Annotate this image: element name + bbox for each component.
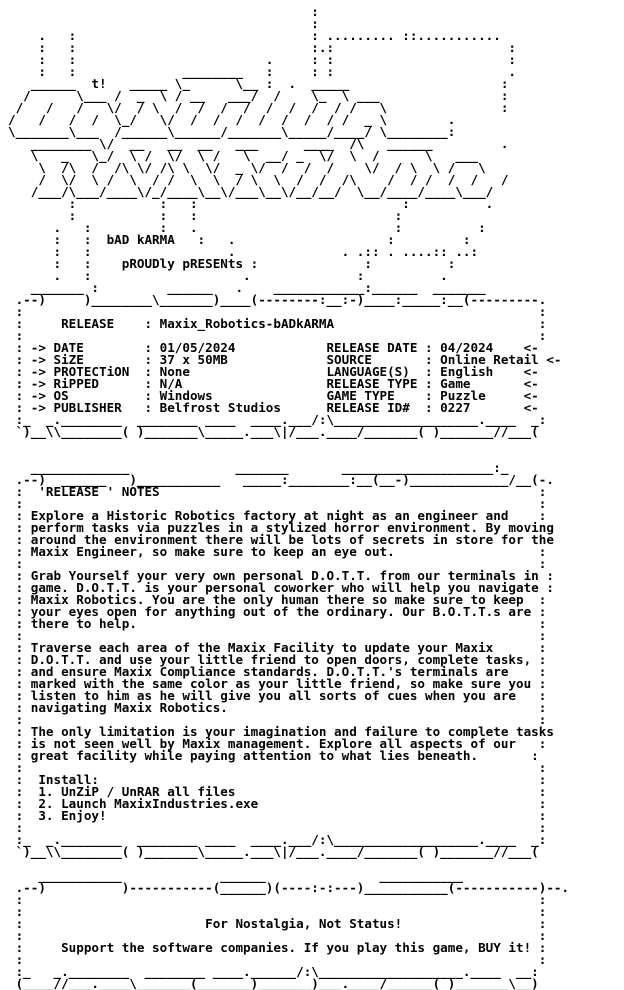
nfo-line: : 3. Enjoy! : (8, 808, 547, 823)
nfo-line: :_ _.________ ________ ____ ____.___/:\___________________.____ _: (8, 412, 547, 427)
nfo-line: : and ensure Maxix Compliance standards. D.O.T.T.'s terminals are : (8, 664, 547, 679)
nfo-line: : -> RiPPED : N/A RELEASE TYPE : Game <- (8, 376, 539, 391)
nfo-line: : is not seen well by Maxix management. Explore all aspects of our : (8, 736, 547, 751)
nfo-line: : Support the software companies. If you play this game, BUY it! : (8, 940, 547, 955)
nfo-line: ________ \/ __ __ __ ___ ____ /\ ______ . (8, 136, 509, 151)
nfo-line: : Install: : (8, 772, 547, 787)
nfo-line: : great facility while paying attention to what lies beneath. : (8, 748, 539, 763)
nfo-line: : around the environment there will be lots of secrets in store for the (8, 532, 554, 547)
nfo-line: : D.O.T.T. and use your little friend to open doors, complete tasks, : (8, 652, 547, 667)
nfo-line: : navigating Maxix Robotics. : (8, 700, 547, 715)
nfo-line: : 1. UnZiP / UnRAR all files : (8, 784, 547, 799)
nfo-line: \_______\___ /______\______/_______\_____/____/ \________: (8, 124, 456, 139)
nfo-line: : : (8, 496, 547, 511)
nfo-line: : -> SiZE : 37 x 50MB SOURCE : Online Retail <- (8, 352, 562, 367)
nfo-line: : Grab Yourself your very own personal D.O.T.T. from our terminals in : (8, 568, 554, 583)
nfo-line: /___/\___/____\/_/____\__\/___\__\/__/__/ \__/____/____\___/ (8, 184, 494, 199)
nfo-line: :_ _.________ ________ ____ ____.___/:\___________________.____ _: (8, 832, 547, 847)
nfo-line: : -> PUBLISHER : Belfrost Studios RELEASE ID# : 0227 <- (8, 400, 539, 415)
nfo-line: : (8, 16, 319, 31)
nfo-line: .--) ______ )___________ _____:________:__(__-)_____________/__(-. (8, 472, 554, 487)
nfo-line: ___________ ______ ___________ (8, 868, 463, 883)
nfo-line: : game. D.O.T.T. is your personal coworker who will help you navigate : (8, 580, 554, 595)
nfo-line: : : . : : : (8, 52, 516, 67)
nfo-line: (____//___.____\_______(_______)_______)___.____/______( )_______\__) (8, 976, 539, 990)
nfo-line: :_ _.________ ________ ____.______/:\___________________.____ __: (8, 964, 539, 979)
nfo-line: : 'RELEASE ' NOTES : (8, 484, 547, 499)
nfo-line: : -> OS : Windows GAME TYPE : Puzzle <- (8, 388, 539, 403)
nfo-line: : listen to him as he will give you all sorts of cues when you are : (8, 688, 547, 703)
nfo-line: : perform tasks via puzzles in a stylized horror environment. By moving (8, 520, 554, 535)
nfo-line: : -> DATE : 01/05/2024 RELEASE DATE : 04/2024 <- (8, 340, 539, 355)
nfo-line: .--) )________\_______)____(--------:__:-)____:_____:__(---------. (8, 292, 547, 307)
nfo-line: : marked with the same color as your little friend, so make sure you : (8, 676, 547, 691)
nfo-line: . : : ......... ::........... (8, 28, 501, 43)
nfo-line: : : ________ : : : . (8, 64, 516, 79)
nfo-line: _____________ _______ ____________________:_ (8, 460, 509, 475)
nfo-line: : : (8, 304, 547, 319)
nfo-line: \ /\ / /\ \/ /\ \ \/ _ \/ / / / \/ / \ \ / \ (8, 160, 486, 175)
nfo-line: / / / \/ / \ / / / / / / / / / \ : (8, 100, 509, 115)
nfo-line: : : . . .:: . ....:: ..: (8, 244, 479, 259)
nfo-line: : there to help. : (8, 616, 547, 631)
nfo-line: : Explore a Historic Robotics factory at night as an engineer and : (8, 508, 547, 523)
nfo-line: . : : . : : (8, 220, 486, 235)
nfo-line (8, 438, 620, 450)
nfo-line: : (8, 6, 319, 19)
nfo-line: : : : : (8, 208, 403, 223)
nfo-line: : : (8, 328, 547, 343)
nfo-line: : : (8, 760, 547, 775)
nfo-line: .--) )-----------(______)(----:-:---)___________(-----------)--. (8, 880, 570, 895)
nfo-line: : your eyes open for anything out of the ordinary. Our B.O.T.T.s are : (8, 604, 547, 619)
nfo-line: \ _ \_/ \ / \/ \ / \ __/ _ \/ \ / \ ___ (8, 148, 479, 163)
nfo-line: : -> PROTECTiON : None LANGUAGE(S) : English <- (8, 364, 539, 379)
nfo-line: / \/ \ / \ / / \ \ / \ \ / / /\ / / / / / / (8, 172, 509, 187)
nfo-text-art (8, 6, 620, 990)
nfo-line: : : (8, 952, 547, 967)
nfo-line: : : pROUDly pRESENts : : : (8, 256, 456, 271)
nfo-line: : : bAD kARMA : . : : (8, 232, 471, 247)
nfo-line: : : (8, 556, 547, 571)
nfo-line: : : (8, 904, 547, 919)
nfo-line: : : (8, 712, 547, 727)
nfo-line: : 2. Launch MaxixIndustries.exe : (8, 796, 547, 811)
nfo-line: / \___ / _ \ / __ ___/ / \_ \ ___ : (8, 88, 509, 103)
nfo-line: : RELEASE : Maxix_Robotics-bADkARMA : (8, 316, 547, 331)
nfo-line: : Maxix Robotics. You are the only human there so make sure to keep : (8, 592, 547, 607)
nfo-line: : : (8, 928, 547, 943)
nfo-line: _______ : ______ . ____________:______ _______ (8, 280, 486, 295)
nfo-line: `)__\\________( )_______\_____.___\|/___.____/_______( )_______//___( (8, 424, 539, 439)
nfo-line: / / / / \_/ \/ / / / / / / / / _ \ . (8, 112, 456, 127)
nfo-line: : : :.: : (8, 40, 516, 55)
nfo-line: : For Nostalgia, Not Status! : (8, 916, 547, 931)
nfo-line: `)__\\________( )_______\_____.___\|/___.____/_______( )_______//___( (8, 844, 539, 859)
nfo-line: : Maxix Engineer, so make sure to keep an eye out. : (8, 544, 547, 559)
nfo-line: : : (8, 628, 547, 643)
nfo-line: : The only limitation is your imagination and failure to complete tasks (8, 724, 554, 739)
nfo-line: . : . : . (8, 268, 448, 283)
nfo-line: : : (8, 820, 547, 835)
nfo-line: : : : : . (8, 196, 494, 211)
nfo-line: : : (8, 892, 547, 907)
nfo-line: : Traverse each area of the Maxix Facility to update your Maxix : (8, 640, 547, 655)
nfo-line: ______ t! _____ \_ \__ : . _____ : (8, 76, 509, 91)
